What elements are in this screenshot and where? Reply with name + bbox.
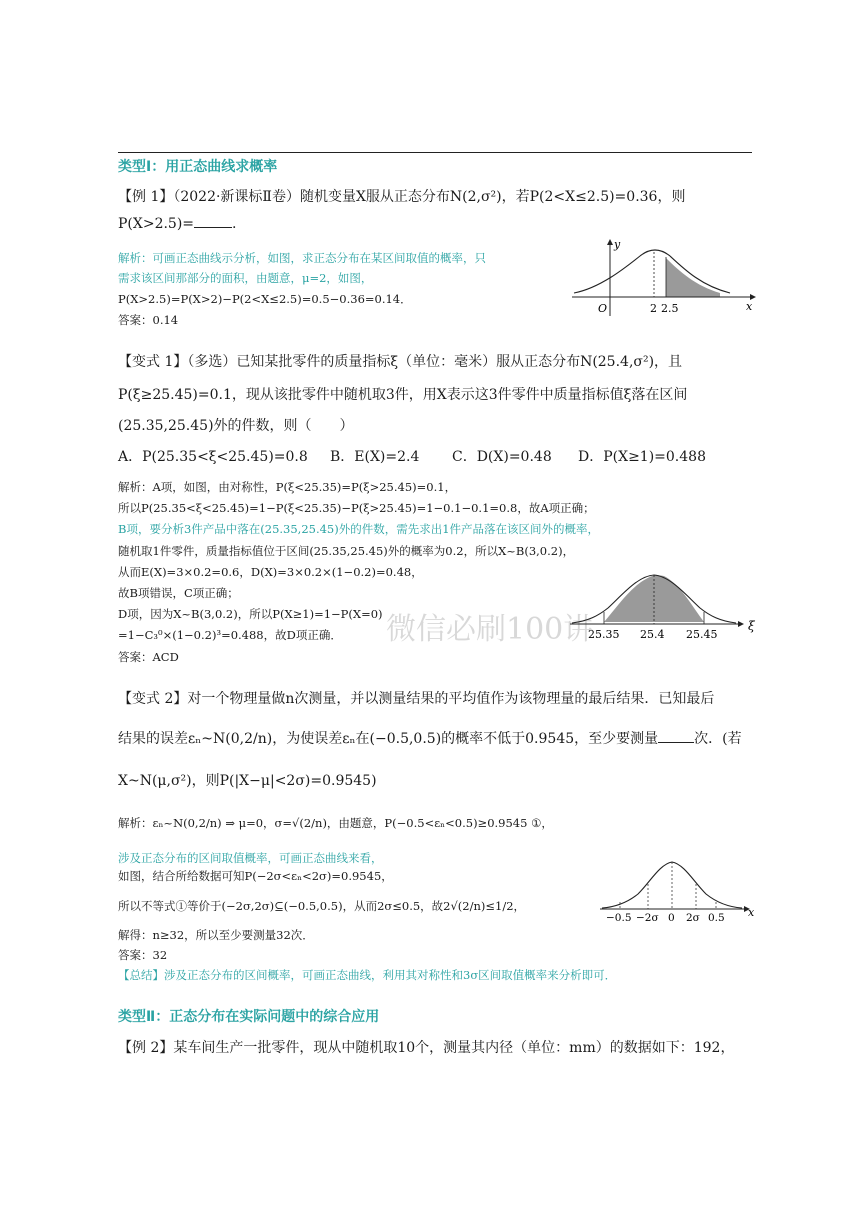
solution3-line2: 涉及正态分布的区间取值概率，可画正态曲线来看， [118, 851, 383, 865]
solution2-line3: B项，要分析3件产品中落在(25.35,25.45)外的件数，需先求出1件产品落在该区间外的概率， [118, 522, 600, 536]
tick-label: 0 [668, 912, 675, 924]
solution2-line8: =1−C₃⁰×(1−0.2)³=0.488，故D项正确． [118, 628, 342, 642]
variant2-line3: X~N(μ,σ²)，则P(|X−μ|<2σ)=0.9545) [118, 773, 377, 789]
answer3: 答案：32 [118, 948, 168, 962]
solution2-line4: 随机取1件零件，质量指标值位于区间(25.35,25.45)外的概率为0.2，所以X~B(3,0.2)， [118, 544, 575, 558]
y-label: y [614, 238, 621, 251]
normal-curve-figure-3 [598, 852, 758, 924]
solution1-line1: 解析：可画正态曲线示分析，如图，求正态分布在某区间取值的概率，只 [118, 251, 486, 265]
option-c: C．D(X)=0.48 [452, 449, 552, 465]
example1-text: 【例 1】（2022·新课标Ⅱ卷）随机变量X服从正态分布N(2,σ²)，若P(2<X≤2.5)=0.36，则 [118, 189, 686, 205]
variant2-line1: 【变式 2】对一个物理量做n次测量，并以测量结果的平均值作为该物理量的最后结果．已知最后 [118, 691, 715, 707]
x-label: x [746, 300, 753, 313]
x-label: ξ [748, 619, 755, 633]
x-label: x [748, 906, 755, 919]
normal-curve [574, 250, 730, 293]
shaded-area [666, 258, 720, 297]
variant1-line1: 【变式 1】（多选）已知某批零件的质量指标ξ（单位：毫米）服从正态分布N(25.4,σ²)，且 [118, 354, 683, 370]
variant2-line2 [118, 728, 742, 748]
section-heading-type1: 类型Ⅰ：用正态曲线求概率 [118, 159, 278, 175]
solution3-line3: 如图，结合所给数据可知P(−2σ<εₙ<2σ)=0.9545， [118, 869, 393, 883]
example1-prob: P(X>2.5)= [118, 216, 195, 232]
summary: 【总结】涉及正态分布的区间概率，可画正态曲线，利用其对称性和3σ区间取值概率来分析即可． [118, 968, 617, 982]
variant2-line2-end: 次．(若 [694, 731, 742, 747]
solution2-line7: D项，因为X~B(3,0.2)，所以P(X≥1)=1−P(X=0) [118, 607, 383, 621]
variant2-line2-text: 结果的误差εₙ~N(0,2/n)，为使误差εₙ在(−0.5,0.5)的概率不低于0.9545，至少要测量 [118, 731, 659, 747]
tick-label: 0.5 [708, 912, 725, 924]
x-axis-arrow-icon [738, 621, 744, 627]
tick-label: −2σ [636, 912, 659, 924]
solution2-line6: 故B项错误，C项正确； [118, 586, 239, 600]
answer-blank [658, 730, 694, 743]
normal-curve-figure-2 [568, 566, 758, 642]
solution3-line5: 解得：n≥32，所以至少要测量32次． [118, 928, 314, 942]
solution3-line4: 所以不等式①等价于(−2σ,2σ)⊆(−0.5,0.5)，从而2σ≤0.5，故2√(2/n)≤1/2， [118, 899, 526, 913]
solution2-line2: 所以P(25.35<ξ<25.45)=1−P(ξ<25.35)−P(ξ>25.45)=1−0.1−0.1=0.8，故A项正确； [118, 501, 595, 515]
option-d: D．P(X≥1)=0.488 [578, 449, 706, 465]
answer-blank [194, 215, 232, 228]
answer1: 答案：0.14 [118, 313, 179, 327]
answer2: 答案：ACD [118, 650, 179, 664]
variant1-line2: P(ξ≥25.45)=0.1，现从该批零件中随机取3件，用X表示这3件零件中质量指标值ξ落在区间 [118, 387, 688, 403]
tick-label: −0.5 [606, 912, 632, 924]
variant1-line3: (25.35,25.45)外的件数，则（ ） [118, 418, 354, 434]
tick-label: 25.4 [640, 628, 665, 641]
top-rule [118, 152, 752, 153]
solution1-line3: P(X>2.5)=P(X>2)−P(2<X≤2.5)=0.5−0.36=0.14． [118, 292, 412, 306]
option-b: B．E(X)=2.4 [330, 449, 420, 465]
shaded-area [604, 575, 704, 622]
solution2-line1: 解析：A项，如图，由对称性，P(ξ<25.35)=P(ξ>25.45)=0.1， [118, 480, 457, 494]
watermark: 微信必刷100讲 [386, 612, 594, 647]
solution3-line1: 解析：εₙ~N(0,2/n) ⇒ μ=0，σ=√(2/n)，由题意，P(−0.5<εₙ<0.5)≥0.9545 ①， [118, 816, 553, 830]
tick-label: 25.45 [686, 628, 718, 641]
solution1-line2: 需求该区间那部分的面积，由题意，μ=2，如图， [118, 271, 373, 285]
example1-question [118, 215, 237, 232]
normal-curve [602, 862, 742, 908]
normal-curve-figure-1 [570, 238, 760, 320]
tick-label: 2.5 [661, 302, 679, 315]
tick-label: 2σ [686, 912, 700, 924]
option-a: A．P(25.35<ξ<25.45)=0.8 [118, 449, 308, 465]
solution2-line5: 从而E(X)=3×0.2=0.6，D(X)=3×0.2×(1−0.2)=0.48， [118, 565, 423, 579]
section-heading-type2: 类型Ⅱ：正态分布在实际问题中的综合应用 [118, 1009, 380, 1025]
origin-label: O [598, 302, 608, 315]
tick-label: 25.35 [588, 628, 620, 641]
y-axis-arrow-icon [607, 239, 613, 245]
example1-period: . [232, 216, 237, 232]
example2-text: 【例 2】某车间生产一批零件，现从中随机取10个，测量其内径（单位：mm）的数据如下：192， [118, 1040, 735, 1056]
tick-label: 2 [650, 302, 657, 315]
